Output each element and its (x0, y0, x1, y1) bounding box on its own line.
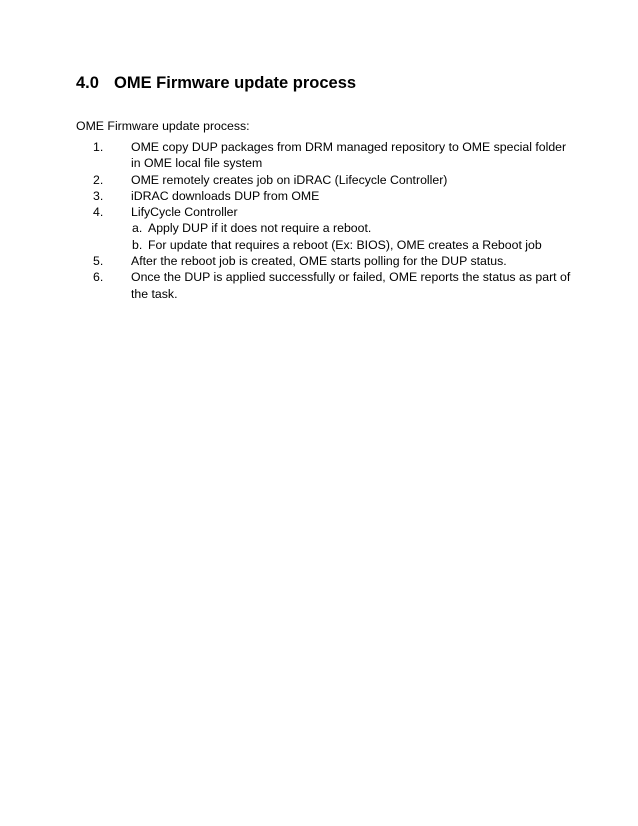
section-heading (76, 74, 356, 93)
list-marker: 4. (93, 205, 104, 220)
list-item-text: OME copy DUP packages from DRM managed repository to OME special folder in OME local file system (131, 140, 567, 171)
list-marker: 2. (93, 172, 104, 187)
sublist-item-text: For update that requires a reboot (Ex: BIOS), OME creates a Reboot job (148, 237, 542, 252)
intro-text: OME Firmware update process: (76, 119, 250, 133)
list-item (76, 253, 576, 269)
section-title: OME Firmware update process (114, 74, 357, 92)
list-item (76, 269, 576, 302)
steps-list (76, 139, 576, 302)
substeps-list (131, 220, 576, 253)
list-item-text: LifyCycle Controller (131, 205, 238, 220)
section-number: 4.0 (76, 74, 99, 92)
sublist-item (131, 237, 576, 253)
list-marker: 3. (93, 188, 104, 203)
list-marker: 5. (93, 254, 104, 269)
sublist-marker: b. (132, 237, 143, 252)
list-item (76, 188, 576, 204)
list-item-text: After the reboot job is created, OME starts polling for the DUP status. (131, 254, 507, 269)
list-marker: 6. (93, 270, 104, 285)
list-item-text: iDRAC downloads DUP from OME (131, 188, 320, 203)
list-item-text: OME remotely creates job on iDRAC (Lifecycle Controller) (131, 172, 448, 187)
sublist-marker: a. (132, 221, 143, 236)
list-item-text: Once the DUP is applied successfully or failed, OME reports the status as part of the task. (131, 270, 571, 301)
list-item (76, 172, 576, 188)
list-item (76, 139, 576, 172)
sublist-item (131, 220, 576, 236)
sublist-item-text: Apply DUP if it does not require a reboot. (148, 221, 372, 236)
list-marker: 1. (93, 140, 104, 154)
list-item (76, 204, 576, 253)
